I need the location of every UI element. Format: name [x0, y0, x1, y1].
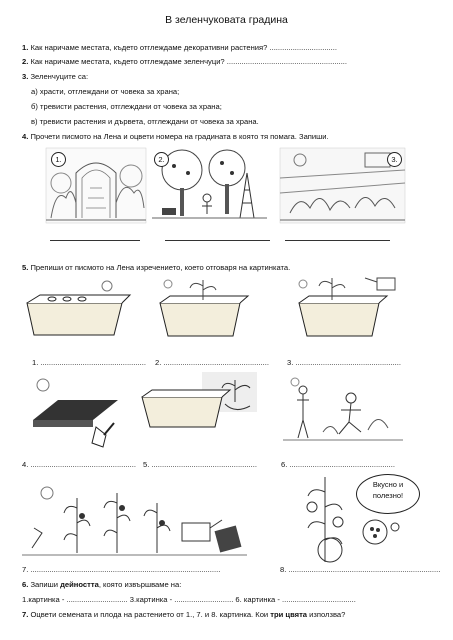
option-c: в) тревисти растения и дървета, отглеждани от човека за храна. — [31, 117, 259, 126]
answer-1[interactable]: 1. .................................................. — [32, 358, 146, 367]
question-number: 3. — [22, 72, 29, 81]
page-title: В зеленчуковата градина — [165, 14, 288, 26]
question-7 — [22, 610, 345, 620]
question-number: 5. — [22, 263, 29, 272]
bubble-line-2: полезно! — [372, 491, 404, 500]
question-text: Препиши от писмото на Лена изречението, което отговаря на картинката. — [30, 263, 291, 272]
question-text: Как наричаме местата, където отглеждаме зеленчуци? ......................................................... — [30, 57, 348, 66]
answer-5[interactable]: 5. .................................................. — [143, 460, 257, 469]
question-text-pre: Оцвети семената и плода на растението от 1., 7. и 8. картинка. Кои — [30, 610, 271, 619]
answer-8[interactable]: 8. ........................................................................ — [280, 565, 441, 574]
activity-answer-line[interactable]: 1.картинка - ............................. 3.картинка - ............................ 6. картинка - ................................... — [22, 595, 356, 604]
question-text: Прочети писмото на Лена и оцвети номера на градината в която тя помага. Запиши. — [30, 132, 329, 141]
question-text-bold: три цвята — [270, 610, 308, 619]
speech-bubble — [356, 474, 420, 514]
answer-6[interactable]: 6. .................................................. — [281, 460, 395, 469]
soil-trowel-picture — [28, 375, 118, 450]
answer-3[interactable]: 3. .................................................. — [287, 358, 401, 367]
garden-number-2[interactable]: 2. — [154, 152, 169, 167]
planter-sprout-picture — [158, 278, 248, 343]
tomato-plants-tools-picture — [22, 478, 247, 558]
garden-picture-2 — [152, 148, 267, 223]
question-text: Зеленчуците са: — [30, 72, 89, 81]
question-3 — [22, 72, 88, 82]
question-5 — [22, 263, 290, 273]
question-text-post: , която извършваме на: — [98, 580, 182, 589]
question-text-post: използва? — [307, 610, 346, 619]
question-number: 4. — [22, 132, 29, 141]
bubble-line-1: Вкусно и — [372, 480, 404, 489]
question-4 — [22, 132, 329, 142]
planter-watering-picture — [297, 278, 407, 343]
question-number: 2. — [22, 57, 29, 66]
garden-number-3[interactable]: 3. — [387, 152, 402, 167]
answer-line[interactable] — [165, 240, 270, 241]
gardeners-picture — [283, 370, 403, 445]
question-text-pre: Запиши — [30, 580, 61, 589]
answer-line[interactable] — [50, 240, 140, 241]
question-number: 1. — [22, 43, 29, 52]
question-number: 6. — [22, 580, 29, 589]
answer-7[interactable]: 7. .......................................................................................... — [22, 565, 221, 574]
planter-seedling-hand-picture — [140, 372, 260, 442]
answer-4[interactable]: 4. .................................................. — [22, 460, 136, 469]
option-b: б) тревисти растения, отглеждани от човека за храна; — [31, 102, 222, 111]
question-6 — [22, 580, 181, 590]
planter-seeds-picture — [22, 283, 132, 343]
answer-2[interactable]: 2. .................................................. — [155, 358, 269, 367]
question-text: Как наричаме местата, където отглеждаме декоративни растения? ................................ — [30, 43, 337, 52]
option-a: а) храсти, отглеждани от човека за храна; — [31, 87, 180, 96]
garden-number-1[interactable]: 1. — [51, 152, 66, 167]
answer-line[interactable] — [285, 240, 390, 241]
question-2 — [22, 57, 347, 67]
question-number: 7. — [22, 610, 29, 619]
question-1 — [22, 43, 337, 53]
question-text-bold: дейността — [60, 580, 99, 589]
